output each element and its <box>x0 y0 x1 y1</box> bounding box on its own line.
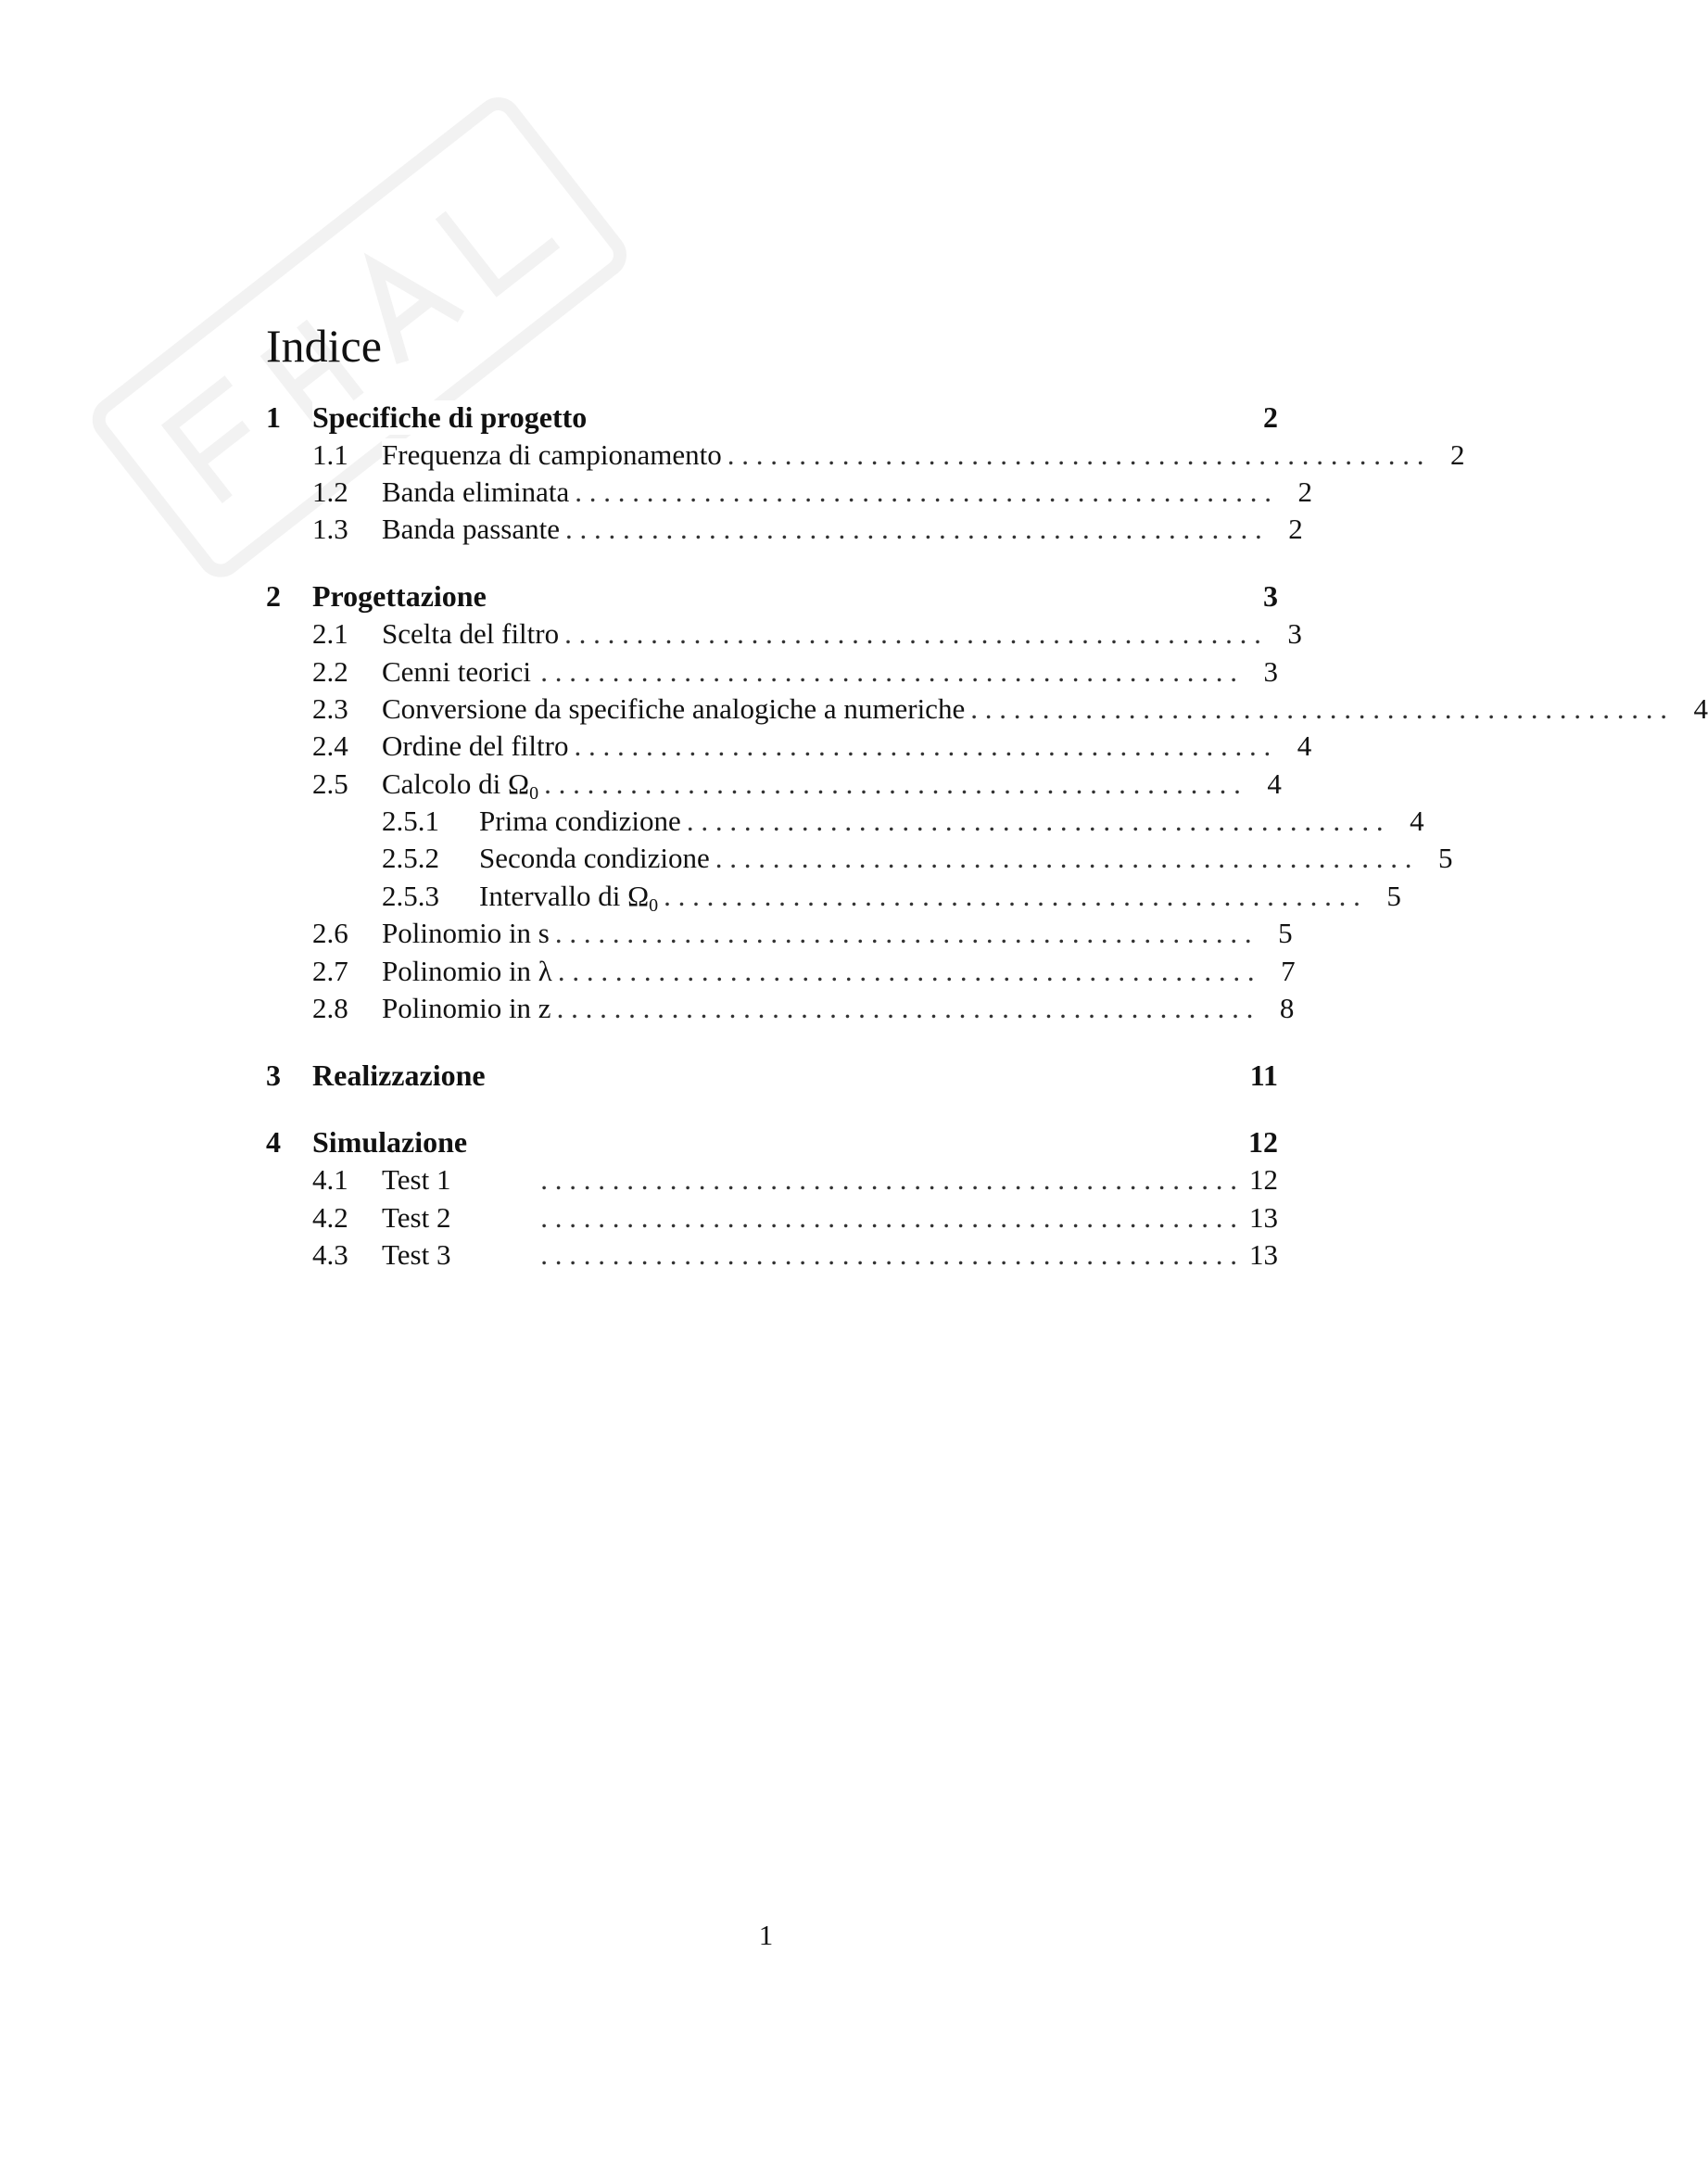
chapter-title: Specifiche di progetto <box>312 400 592 435</box>
subsection-number: 2.5.1 <box>382 805 439 838</box>
chapter-title: Simulazione <box>312 1125 473 1160</box>
section-page: 13 <box>1249 1200 1278 1234</box>
dot-leader: . . . . . . . . . . . . . . . . . . . . . . . . . . . . . . . . . . . . . . . . . . . . . . . . . <box>686 805 1384 838</box>
section-title: Polinomio in z <box>382 992 557 1025</box>
section-number: 1.2 <box>312 475 348 508</box>
section-number: 2.8 <box>312 992 348 1025</box>
section-page: 3 <box>1287 617 1302 651</box>
dot-leader: . . . . . . . . . . . . . . . . . . . . . . . . . . . . . . . . . . . . . . . . . . . . . . . . . <box>574 729 1272 763</box>
section-number: 2.3 <box>312 691 348 725</box>
toc-section-4-1[interactable] <box>266 1161 1278 1198</box>
toc-subsection-2-5-2[interactable] <box>266 840 1453 877</box>
section-title: Conversione da specifiche analogiche a numeriche <box>382 692 970 726</box>
dot-leader: . . . . . . . . . . . . . . . . . . . . . . . . . . . . . . . . . . . . . . . . . . . . . . . . . <box>575 475 1272 508</box>
toc-title: Indice <box>266 320 382 372</box>
chapter-number: 4 <box>266 1125 281 1160</box>
toc-section-2-5[interactable] <box>266 766 1282 804</box>
chapter-page: 12 <box>1248 1125 1278 1160</box>
section-number: 2.5 <box>312 767 348 800</box>
dot-leader: . . . . . . . . . . . . . . . . . . . . . . . . . . . . . . . . . . . . . . . . . . . . . . . . . <box>557 954 1255 987</box>
dot-leader: . . . . . . . . . . . . . . . . . . . . . . . . . . . . . . . . . . . . . . . . . . . . . . . . . <box>544 767 1241 800</box>
section-page: 8 <box>1279 992 1295 1025</box>
toc-section-2-4[interactable] <box>266 728 1312 765</box>
section-page: 3 <box>1263 654 1278 688</box>
section-page: 2 <box>1288 513 1303 546</box>
section-number: 2.2 <box>312 654 348 688</box>
page-number: 1 <box>758 1919 774 1951</box>
section-number: 4.2 <box>312 1200 348 1234</box>
section-page: 5 <box>1278 917 1293 950</box>
table-of-contents <box>266 399 1708 1274</box>
subsection-page: 4 <box>1410 805 1424 838</box>
subsection-title: Seconda condizione <box>479 842 715 875</box>
section-title: Polinomio in λ <box>382 955 558 988</box>
toc-section-4-2[interactable] <box>266 1198 1278 1236</box>
dot-leader: . . . . . . . . . . . . . . . . . . . . . . . . . . . . . . . . . . . . . . . . . . . . . . . . . <box>715 842 1412 875</box>
section-page: 4 <box>1693 691 1708 725</box>
section-page: 4 <box>1267 767 1282 800</box>
dot-leader: . . . . . . . . . . . . . . . . . . . . . . . . . . . . . . . . . . . . . . . . . . . . . . . . . <box>970 691 1667 725</box>
section-title: Test 1 <box>382 1163 456 1197</box>
chapter-page: 2 <box>1263 399 1278 434</box>
section-page: 2 <box>1297 475 1313 508</box>
section-number: 1.3 <box>312 513 348 546</box>
section-title: Ordine del filtro <box>382 729 574 763</box>
chapter-title: Progettazione <box>312 579 492 614</box>
chapter-number: 1 <box>266 399 281 434</box>
section-number: 2.6 <box>312 917 348 950</box>
toc-section-4-3[interactable] <box>266 1236 1278 1274</box>
section-page: 13 <box>1249 1238 1278 1271</box>
section-page: 2 <box>1449 437 1465 471</box>
toc-section-2-3[interactable] <box>266 691 1708 728</box>
dot-leader: . . . . . . . . . . . . . . . . . . . . . . . . . . . . . . . . . . . . . . . . . . . . . . . . . <box>540 1163 1237 1197</box>
section-title: Test 3 <box>382 1238 456 1272</box>
toc-section-2-7[interactable] <box>266 952 1296 989</box>
toc-section-2-1[interactable] <box>266 615 1302 653</box>
section-page: 12 <box>1249 1163 1278 1197</box>
chapter-page: 3 <box>1263 579 1278 614</box>
section-title: Banda eliminata <box>382 475 575 509</box>
dot-leader: . . . . . . . . . . . . . . . . . . . . . . . . . . . . . . . . . . . . . . . . . . . . . . . . . <box>540 654 1237 688</box>
toc-chapter-3[interactable] <box>266 1057 1278 1094</box>
subsection-title: Intervallo di $\Omega_0$ <box>479 880 664 913</box>
toc-section-2-6[interactable] <box>266 915 1293 952</box>
dot-leader: . . . . . . . . . . . . . . . . . . . . . . . . . . . . . . . . . . . . . . . . . . . . . . . . . <box>556 992 1254 1025</box>
section-number: 2.4 <box>312 729 348 763</box>
section-title: Banda passante <box>382 513 565 546</box>
section-page: 7 <box>1281 954 1296 987</box>
dot-leader: . . . . . . . . . . . . . . . . . . . . . . . . . . . . . . . . . . . . . . . . . . . . . . . . . <box>540 1200 1237 1234</box>
section-title: Frequenza di campionamento <box>382 438 727 472</box>
toc-section-2-2[interactable] <box>266 653 1278 690</box>
section-number: 4.3 <box>312 1238 348 1271</box>
subsection-number: 2.5.3 <box>382 879 439 912</box>
chapter-title: Realizzazione <box>312 1059 491 1093</box>
toc-chapter-2[interactable] <box>266 578 1278 615</box>
toc-chapter-4[interactable] <box>266 1124 1278 1161</box>
section-number: 2.7 <box>312 954 348 987</box>
toc-subsection-2-5-1[interactable] <box>266 803 1424 840</box>
subsection-page: 5 <box>1438 842 1453 875</box>
section-title: Scelta del filtro <box>382 617 564 651</box>
dot-leader: . . . . . . . . . . . . . . . . . . . . . . . . . . . . . . . . . . . . . . . . . . . . . . . . . <box>664 879 1360 912</box>
toc-chapter-1[interactable] <box>266 399 1278 436</box>
section-number: 2.1 <box>312 617 348 651</box>
subsection-title: Prima condizione <box>479 805 687 838</box>
toc-section-1-3[interactable] <box>266 511 1303 548</box>
dot-leader: . . . . . . . . . . . . . . . . . . . . . . . . . . . . . . . . . . . . . . . . . . . . . . . . . <box>540 1238 1237 1271</box>
toc-subsection-2-5-3[interactable] <box>266 878 1401 916</box>
toc-section-1-2[interactable] <box>266 474 1313 511</box>
chapter-number: 2 <box>266 579 281 614</box>
section-title: Cenni teorici <box>382 655 537 689</box>
section-title: Calcolo di $\Omega_0$ <box>382 767 544 801</box>
dot-leader: . . . . . . . . . . . . . . . . . . . . . . . . . . . . . . . . . . . . . . . . . . . . . . . . . <box>554 917 1252 950</box>
chapter-number: 3 <box>266 1058 281 1092</box>
dot-leader: . . . . . . . . . . . . . . . . . . . . . . . . . . . . . . . . . . . . . . . . . . . . . . . . . <box>727 437 1424 471</box>
section-title: Test 2 <box>382 1201 456 1235</box>
section-page: 4 <box>1297 729 1312 763</box>
chapter-page: 11 <box>1249 1058 1278 1092</box>
section-number: 4.1 <box>312 1163 348 1197</box>
section-title: Polinomio in s <box>382 917 555 950</box>
toc-section-2-8[interactable] <box>266 990 1295 1027</box>
dot-leader: . . . . . . . . . . . . . . . . . . . . . . . . . . . . . . . . . . . . . . . . . . . . . . . . . <box>564 513 1262 546</box>
subsection-number: 2.5.2 <box>382 842 439 875</box>
section-number: 1.1 <box>312 437 348 471</box>
toc-section-1-1[interactable] <box>266 436 1465 473</box>
subsection-page: 5 <box>1386 879 1401 912</box>
dot-leader: . . . . . . . . . . . . . . . . . . . . . . . . . . . . . . . . . . . . . . . . . . . . . . . . . <box>564 617 1261 651</box>
